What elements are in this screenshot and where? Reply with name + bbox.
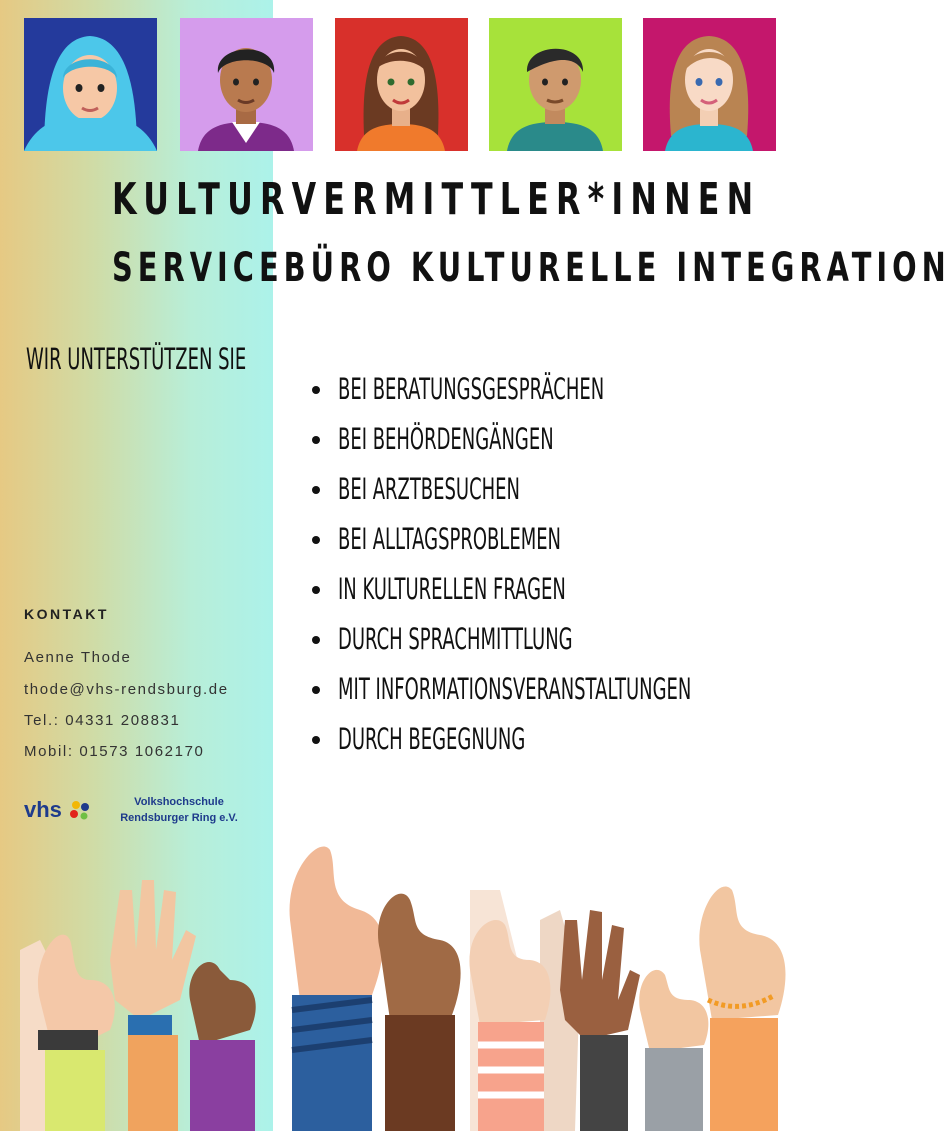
- bullet-icon: [312, 436, 320, 444]
- bullet-icon: [312, 636, 320, 644]
- hijab-woman-avatar: [24, 18, 157, 151]
- organization-name: Volkshochschule Rendsburger Ring e.V.: [120, 796, 238, 824]
- contact-mobile: Mobil: 01573 1062170: [24, 743, 205, 760]
- bullet-icon: [312, 586, 320, 594]
- bullet-icon: [312, 536, 320, 544]
- bullet-icon: [312, 736, 320, 744]
- page-title: KULTURVERMITTLER*INNEN: [112, 174, 761, 225]
- contact-phone: Tel.: 04331 208831: [24, 712, 181, 729]
- contact-name: Aenne Thode: [24, 649, 132, 666]
- svg-text:vhs: vhs: [24, 797, 62, 822]
- contact-heading: KONTAKT: [24, 606, 109, 622]
- blonde-woman-avatar: [643, 18, 776, 151]
- bullet-icon: [312, 486, 320, 494]
- support-heading: WIR UNTERSTÜTZEN SIE: [26, 342, 247, 376]
- curly-man-avatar: [180, 18, 313, 151]
- boy-avatar: [489, 18, 622, 151]
- long-hair-woman-avatar: [335, 18, 468, 151]
- contact-email[interactable]: thode@vhs-rendsburg.de: [24, 681, 229, 698]
- bullet-icon: [312, 386, 320, 394]
- raised-hands-illustration: [0, 830, 800, 1131]
- page-subtitle: SERVICEBÜRO KULTURELLE INTEGRATION: [112, 245, 951, 291]
- bullet-icon: [312, 686, 320, 694]
- vhs-logo: [24, 795, 96, 825]
